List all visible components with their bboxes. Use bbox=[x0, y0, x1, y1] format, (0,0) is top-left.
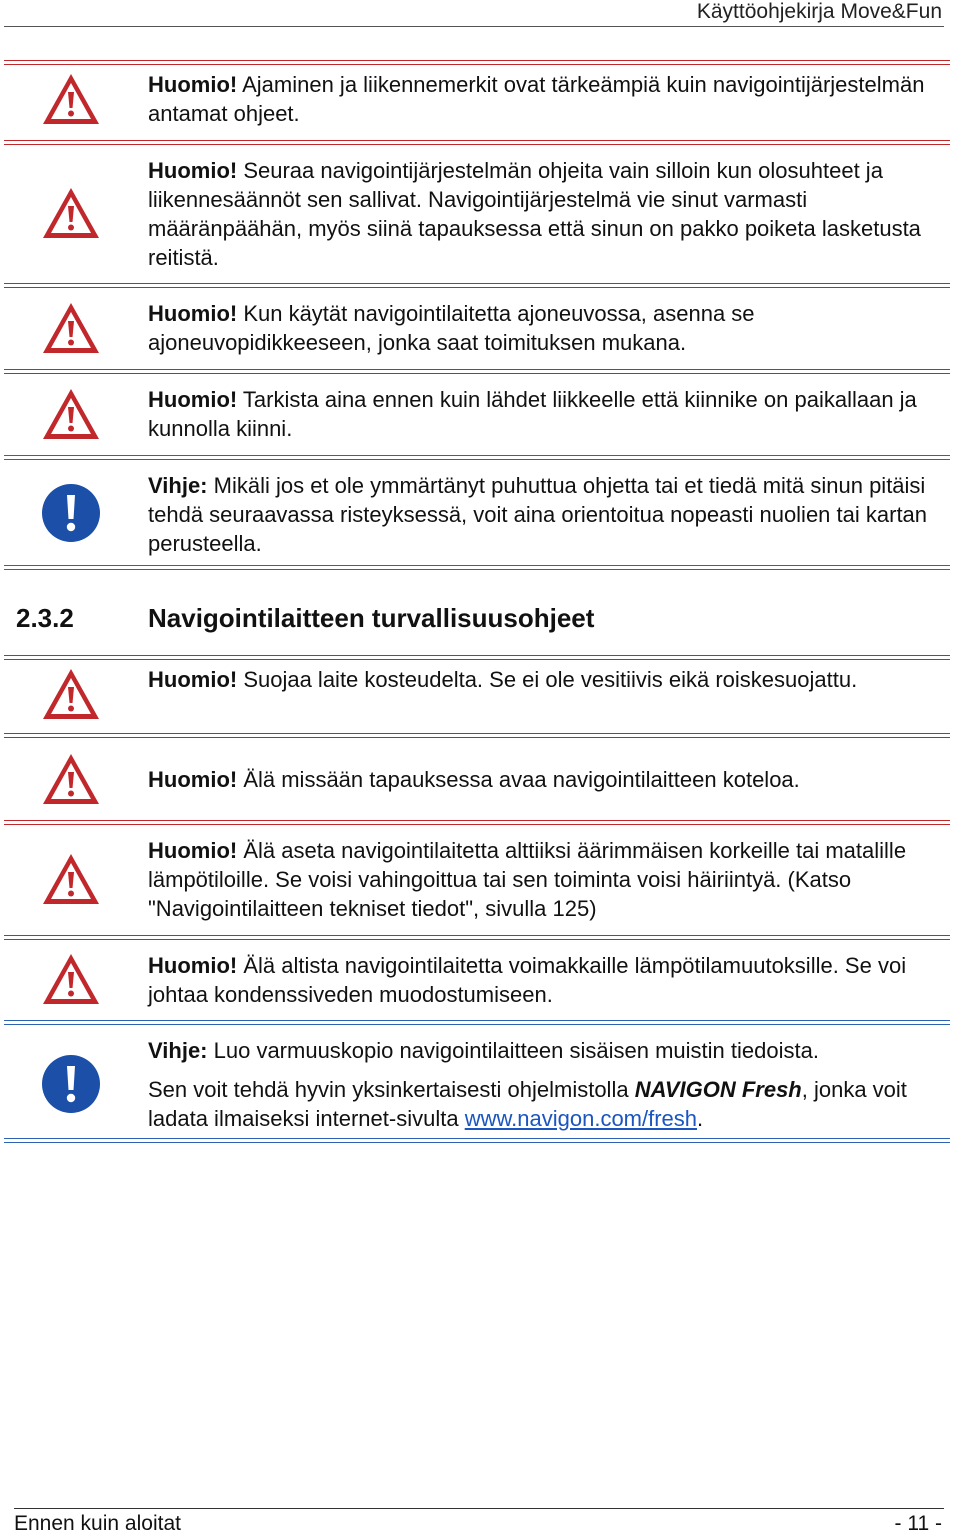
warning-icon bbox=[40, 385, 102, 443]
note-text: Älä missään tapauksessa avaa navigointilaitteen koteloa. bbox=[237, 767, 800, 792]
warning-note bbox=[148, 951, 946, 1009]
tip-note bbox=[148, 1036, 946, 1133]
warning-note bbox=[148, 836, 946, 923]
divider bbox=[4, 283, 950, 288]
page-number: - 11 - bbox=[894, 1512, 942, 1535]
note-text: Kun käytät navigointilaitetta ajoneuvossa, asenna se ajoneuvopidikkeeseen, jonka saat toimituksen mukana. bbox=[148, 301, 755, 355]
warning-icon bbox=[40, 665, 102, 723]
section-heading bbox=[16, 603, 594, 634]
brand-name: NAVIGON Fresh bbox=[634, 1077, 802, 1102]
divider bbox=[4, 733, 950, 738]
note-text: Ajaminen ja liikennemerkit ovat tärkeämpiä kuin navigointijärjestelmän antamat ohjeet. bbox=[148, 72, 925, 126]
note-label: Huomio! bbox=[148, 301, 238, 326]
divider bbox=[4, 935, 950, 940]
warning-icon bbox=[40, 850, 102, 908]
warning-icon bbox=[40, 299, 102, 357]
warning-icon bbox=[40, 950, 102, 1008]
note-label: Huomio! bbox=[148, 72, 238, 97]
warning-note bbox=[148, 156, 946, 272]
divider bbox=[4, 140, 950, 145]
tip-line bbox=[148, 1075, 946, 1133]
note-label: Vihje: bbox=[148, 1038, 208, 1063]
warning-note bbox=[148, 765, 946, 794]
note-label: Huomio! bbox=[148, 158, 238, 183]
note-label: Huomio! bbox=[148, 387, 238, 412]
divider bbox=[4, 369, 950, 374]
note-text: . bbox=[697, 1106, 704, 1131]
divider bbox=[4, 1020, 950, 1025]
info-icon bbox=[40, 484, 102, 542]
section-number: 2.3.2 bbox=[16, 603, 74, 633]
note-text: Älä aseta navigointilaitetta alttiiksi äärimmäisen korkeille tai matalille lämpötiloille. Se voisi vahingoittua tai sen toiminta voisi häiriintyä. (Katso "Navigointilaitteen tekniset tiedot", sivulla 125) bbox=[148, 838, 907, 921]
divider bbox=[4, 1138, 950, 1143]
note-text: , jonka voit ladata ilmaiseksi internet-sivulta bbox=[148, 1077, 907, 1131]
page-header-title: Käyttöohjekirja Move&Fun bbox=[696, 0, 942, 23]
warning-note bbox=[148, 385, 946, 443]
footer-divider bbox=[14, 1508, 944, 1509]
warning-icon bbox=[40, 184, 102, 242]
divider bbox=[4, 820, 950, 825]
note-text: Seuraa navigointijärjestelmän ohjeita vain silloin kun olosuhteet ja liikennesäännöt sen sallivat. Navigointijärjestelmä vie sinut varmasti määränpäähän, myös siinä tapauksessa että sinun on pakko poiketa lasketusta reitistä. bbox=[148, 158, 921, 270]
divider bbox=[4, 655, 950, 660]
warning-note bbox=[148, 665, 946, 694]
section-title: Navigointilaitteen turvallisuusohjeet bbox=[148, 603, 595, 633]
note-label: Huomio! bbox=[148, 767, 238, 792]
note-label: Huomio! bbox=[148, 953, 238, 978]
note-text: Luo varmuuskopio navigointilaitteen sisäisen muistin tiedoista. bbox=[207, 1038, 819, 1063]
warning-icon bbox=[40, 750, 102, 808]
divider bbox=[4, 565, 950, 570]
note-label: Huomio! bbox=[148, 838, 238, 863]
note-text: Älä altista navigointilaitetta voimakkaille lämpötilamuutoksille. Se voi johtaa kondenssiveden muodostumiseen. bbox=[148, 953, 907, 1007]
tip-note bbox=[148, 471, 946, 558]
note-text: Sen voit tehdä hyvin yksinkertaisesti ohjelmistolla bbox=[148, 1077, 635, 1102]
warning-icon bbox=[40, 70, 102, 128]
note-label: Vihje: bbox=[148, 473, 208, 498]
note-label: Huomio! bbox=[148, 667, 238, 692]
divider bbox=[4, 60, 950, 65]
info-icon bbox=[40, 1055, 102, 1113]
navigon-fresh-link[interactable]: www.navigon.com/fresh bbox=[464, 1106, 698, 1131]
divider bbox=[4, 455, 950, 460]
note-text: Mikäli jos et ole ymmärtänyt puhuttua ohjetta tai et tiedä mitä sinun pitäisi tehdä seuraavassa risteyksessä, voit aina orientoitua nopeasti nuolien tai kartan perusteella. bbox=[148, 473, 928, 556]
tip-line bbox=[148, 1036, 946, 1065]
warning-note bbox=[148, 299, 946, 357]
footer-chapter: Ennen kuin aloitat bbox=[14, 1512, 181, 1535]
header-divider bbox=[4, 26, 944, 27]
warning-note bbox=[148, 70, 946, 128]
note-text: Tarkista aina ennen kuin lähdet liikkeelle että kiinnike on paikallaan ja kunnolla kiinni. bbox=[148, 387, 917, 441]
note-text: Suojaa laite kosteudelta. Se ei ole vesitiivis eikä roiskesuojattu. bbox=[237, 667, 858, 692]
